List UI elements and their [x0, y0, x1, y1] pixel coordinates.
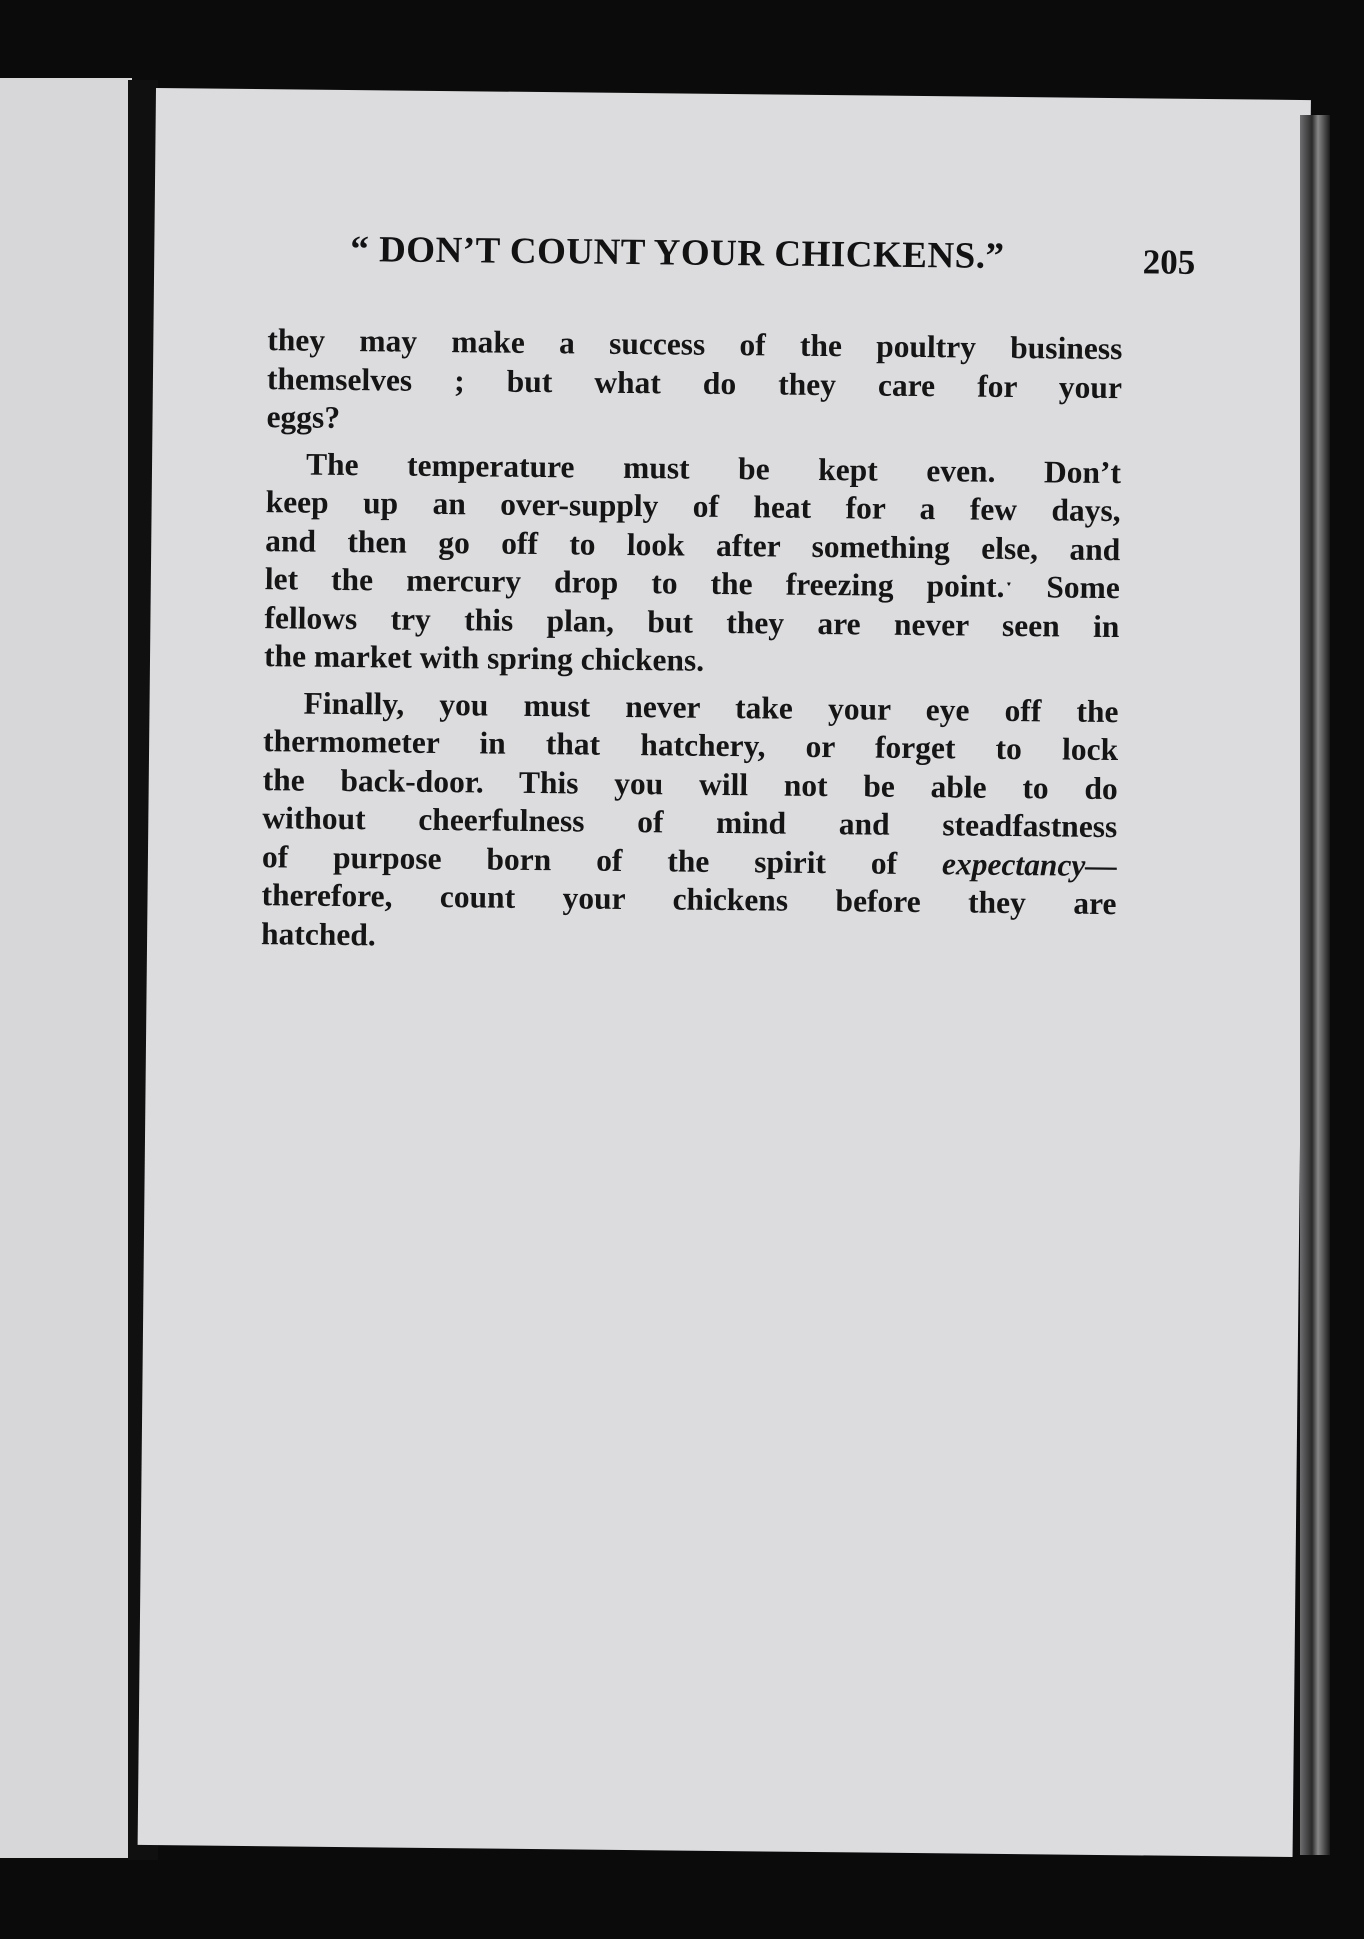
- text-line: the back-door. This you will not be able to do: [262, 761, 1118, 806]
- italic-word: expectancy—: [941, 845, 1118, 883]
- text-line: without cheerfulness of mind and steadfastness: [262, 800, 1118, 845]
- text-line: Finally, you must never take your eye off the: [303, 685, 1119, 729]
- text-line: and then go off to look after something else, and: [265, 522, 1121, 567]
- text-line: The temperature must be kept even. Don’t: [305, 446, 1122, 490]
- page-stack-edge: [1300, 115, 1330, 1855]
- text-line: therefore, count your chickens before they are: [261, 877, 1117, 922]
- text-line: hatched.: [260, 915, 376, 952]
- text-line: they may make a success of the poultry business: [267, 322, 1123, 367]
- page-body: [261, 321, 1123, 962]
- text-line: the market with spring chickens.: [263, 638, 705, 678]
- text-line: eggs?: [266, 399, 341, 435]
- facing-page-edge: [0, 78, 132, 1858]
- page-header: [350, 228, 1195, 280]
- book-page: [138, 88, 1311, 1857]
- text-line: fellows try this plan, but they are never seen in: [264, 599, 1120, 644]
- page-number: 205: [1142, 242, 1196, 282]
- paragraph-2: [264, 445, 1121, 685]
- paragraph-1: [266, 321, 1122, 445]
- text-line: let the mercury drop to the freezing point.ˑ Some: [264, 561, 1121, 606]
- paragraph-3: [261, 684, 1119, 962]
- running-head: “ DON’T COUNT YOUR CHICKENS.”: [350, 229, 1005, 277]
- text-line: themselves ; but what do they care for your: [266, 360, 1123, 405]
- text-segment: of purpose born of the spirit of: [261, 838, 898, 881]
- text-line: thermometer in that hatchery, or forget to lock: [262, 723, 1119, 768]
- text-line: keep up an over-supply of heat for a few days,: [265, 484, 1121, 529]
